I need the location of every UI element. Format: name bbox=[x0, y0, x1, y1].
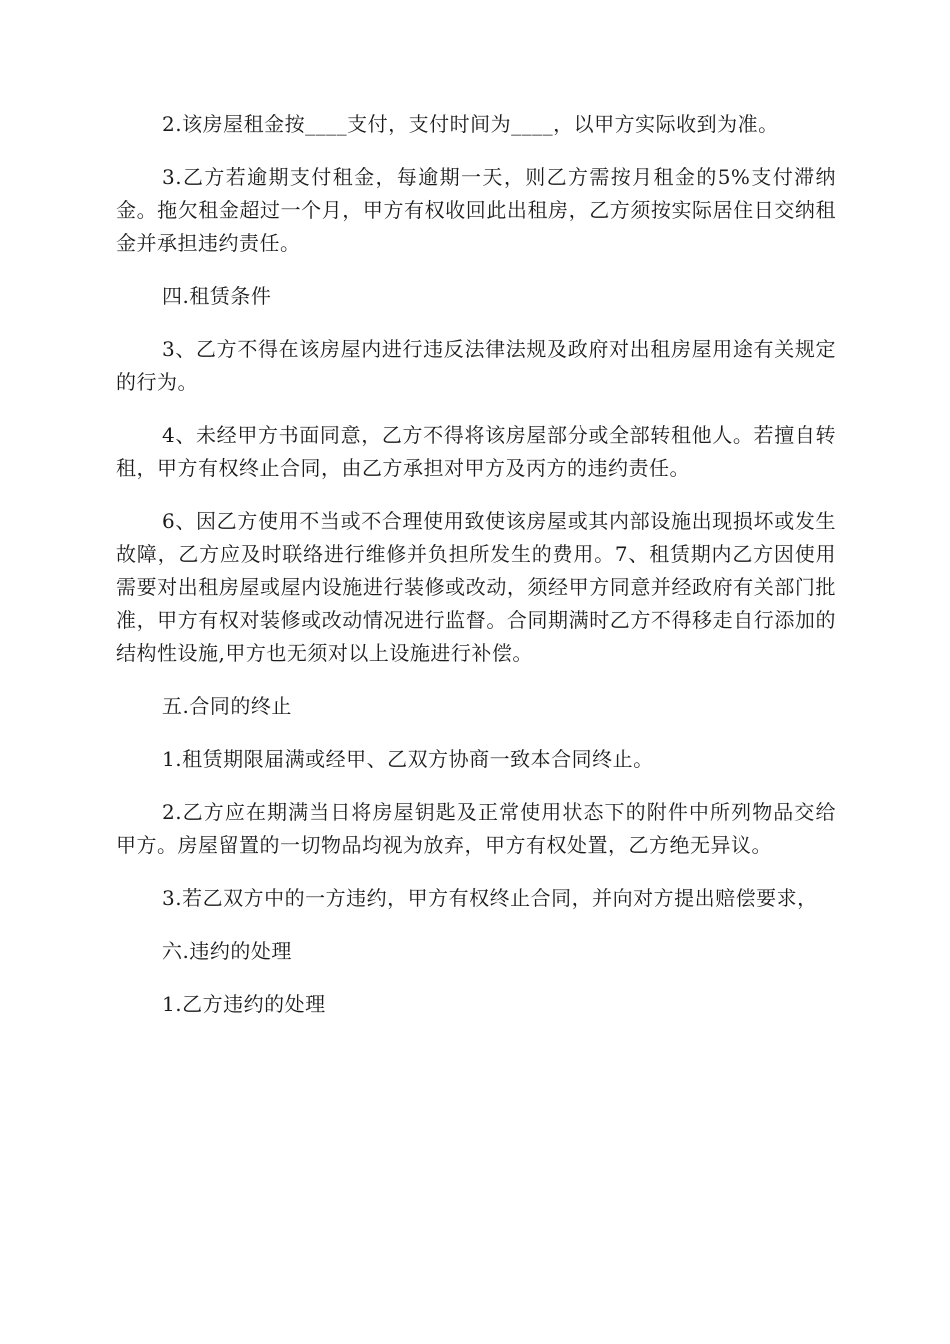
paragraph-late-payment: 3.乙方若逾期支付租金，每逾期一天，则乙方需按月租金的5%支付滞纳金。拖欠租金超过一个月，甲方有权收回此出租房，乙方须按实际居住日交纳租金并承担违约责任。 bbox=[116, 165, 836, 255]
paragraph-termination-1: 1.租赁期限届满或经甲、乙双方协商一致本合同终止。 bbox=[162, 747, 654, 771]
paragraph-rent-payment: 2.该房屋租金按____支付，支付时间为____，以甲方实际收到为准。 bbox=[162, 112, 779, 136]
paragraph-condition-3: 3、乙方不得在该房屋内进行违反法律法规及政府对出租房屋用途有关规定的行为。 bbox=[116, 337, 836, 394]
paragraph-breach-1: 1.乙方违约的处理 bbox=[162, 992, 326, 1016]
paragraph-termination-2: 2.乙方应在期满当日将房屋钥匙及正常使用状态下的附件中所列物品交给甲方。房屋留置的一切物品均视为放弃，甲方有权处置，乙方绝无异议。 bbox=[116, 800, 836, 857]
section-heading-lease-conditions: 四.租赁条件 bbox=[162, 284, 272, 308]
document-body bbox=[116, 108, 836, 1041]
paragraph-condition-6-7: 6、因乙方使用不当或不合理使用致使该房屋或其内部设施出现损坏或发生故障，乙方应及时联络进行维修并负担所发生的费用。7、租赁期内乙方因使用需要对出租房屋或屋内设施进行装修或改动，须经甲方同意并经政府有关部门批准，甲方有权对装修或改动情况进行监督。合同期满时乙方不得移走自行添加的结构性设施,甲方也无须对以上设施进行补偿。 bbox=[116, 509, 836, 665]
paragraph-condition-4: 4、未经甲方书面同意，乙方不得将该房屋部分或全部转租他人。若擅自转租，甲方有权终止合同，由乙方承担对甲方及丙方的违约责任。 bbox=[116, 423, 836, 480]
paragraph-termination-3: 3.若乙双方中的一方违约，甲方有权终止合同，并向对方提出赔偿要求， bbox=[162, 886, 818, 910]
section-heading-termination: 五.合同的终止 bbox=[162, 694, 292, 718]
section-heading-breach-handling: 六.违约的处理 bbox=[162, 939, 292, 963]
